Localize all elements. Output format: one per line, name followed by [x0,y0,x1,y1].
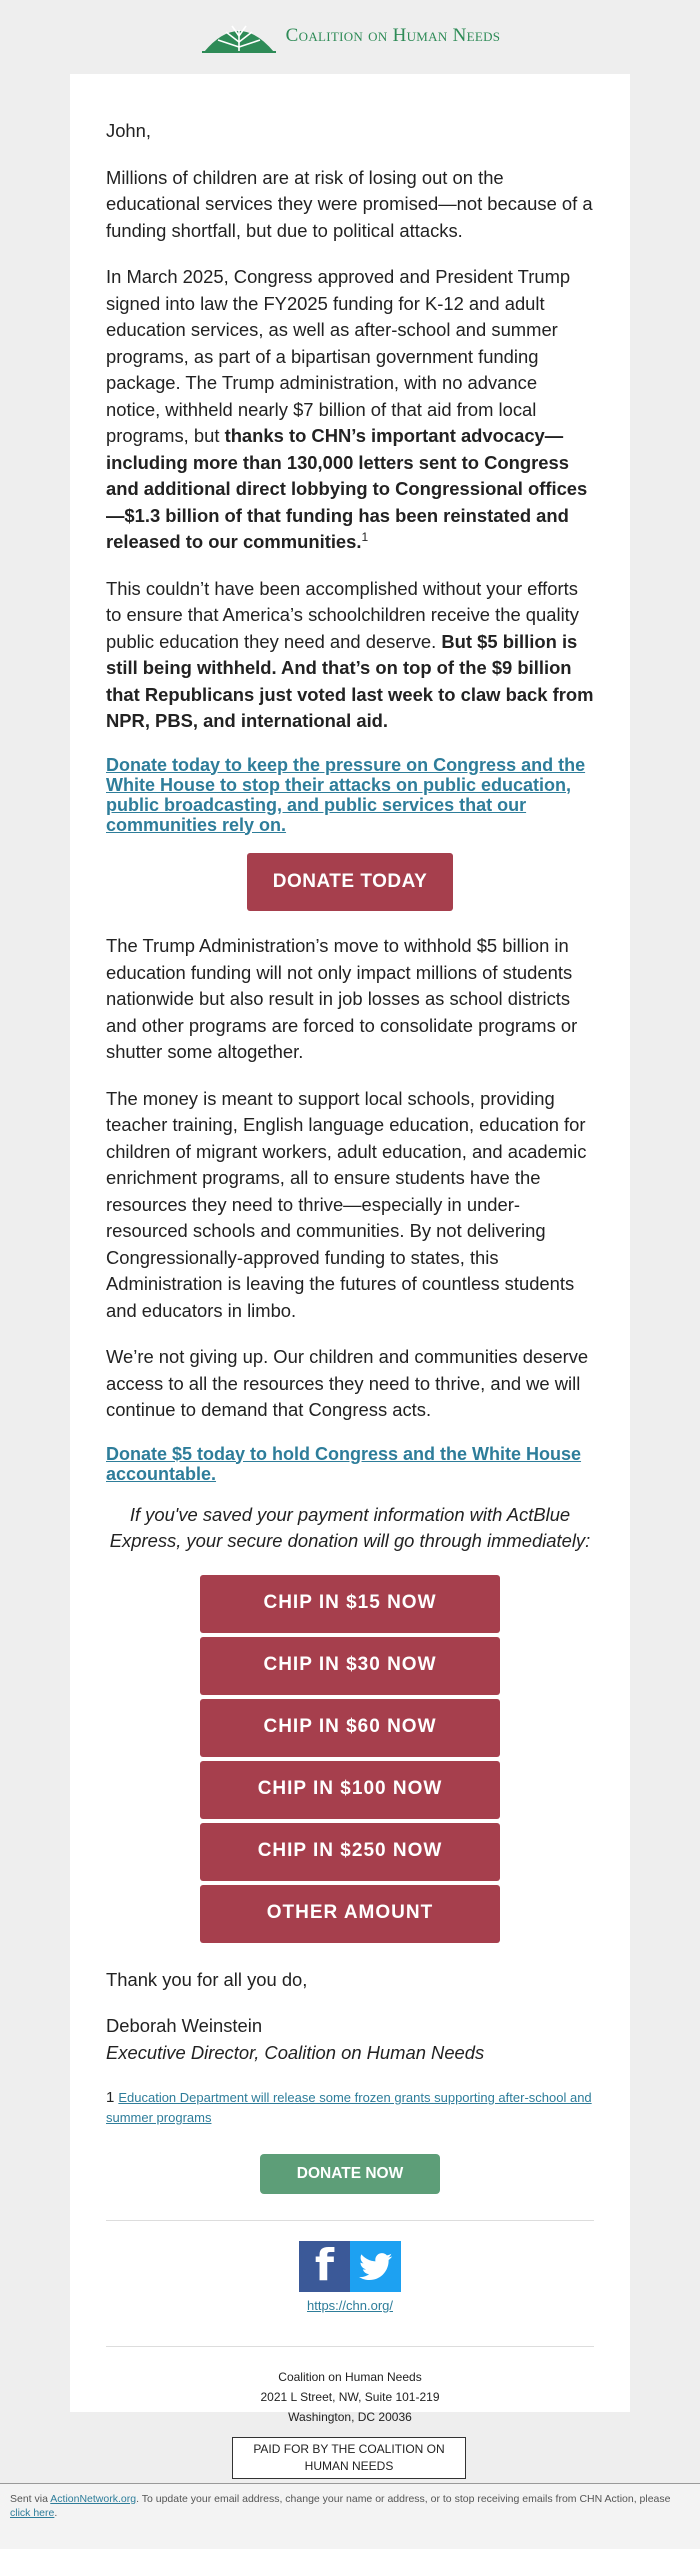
email-body [70,74,630,2427]
address-line-3: Washington, DC 20036 [288,2409,412,2424]
mailing-address [106,2367,594,2427]
greeting: John, [106,120,151,141]
chip-in-15-button[interactable]: CHIP IN $15 NOW [200,1575,500,1633]
tree-logo-icon [200,18,278,54]
donate-five-link[interactable]: Donate $5 today to hold Congress and the White House accountable. [106,1443,582,1484]
address-line-1: Coalition on Human Needs [278,2369,422,2384]
donate-today-button[interactable]: DONATE TODAY [247,853,454,912]
website-link[interactable]: https://chn.org/ [307,2298,393,2313]
paragraph-funding [106,264,594,556]
actblue-note: If you've saved your payment information with ActBlue Express, your secure donation will go through immediately: [109,1503,591,1551]
closing-line: Thank you for all you do, [106,1968,308,1990]
organization-name: Coalition on Human Needs [285,25,501,46]
paid-for-disclaimer: PAID FOR BY THE COALITION ON HUMAN NEEDS [232,2437,466,2479]
sent-via-bar [0,2483,700,2549]
paragraph-withheld [106,576,594,735]
chip-in-100-button[interactable]: CHIP IN $100 NOW [200,1761,500,1819]
email-header [0,0,700,72]
footnote-link[interactable]: Education Department will release some frozen grants supporting after-school and summer programs [106,2090,592,2125]
twitter-icon[interactable] [350,2241,401,2292]
paragraph-impact: The Trump Administration’s move to withhold $5 billion in education funding will not only impact millions of students nationwide but also result in job losses as school districts and other programs are forced to consolidate programs or shutter some altogether. [106,935,578,1062]
divider-bottom [106,2346,594,2347]
paragraph-funding-bold: thanks to CHN’s important advocacy—including more than 130,000 letters sent to Congress and additional direct lobbying to Congressional offices—$1.3 billion of that funding has been reinstated and released to our communities. [106,425,588,552]
footnote-number: 1 [106,2089,115,2106]
address-line-2: 2021 L Street, NW, Suite 101-219 [260,2389,440,2404]
signer-title: Executive Director, Coalition on Human Needs [106,2041,485,2063]
paragraph-intro: Millions of children are at risk of losing out on the educational services they were promised—not because of a funding shortfall, but due to political attacks. [106,166,593,241]
sent-via-middle: . To update your email address, change your name or address, or to stop receiving emails from CHN Action, please [136,2493,671,2505]
chip-in-60-button[interactable]: CHIP IN $60 NOW [200,1699,500,1757]
footnote [106,2088,594,2128]
actionnetwork-link[interactable]: ActionNetwork.org [50,2493,137,2505]
donate-now-button[interactable]: DONATE NOW [260,2154,440,2194]
footnote-reference: 1 [361,529,369,544]
email-card [70,74,630,2424]
sent-via-prefix: Sent via [10,2493,51,2505]
sent-via-suffix: . [54,2507,58,2519]
social-icons [106,2241,594,2292]
donate-today-wrap [106,853,594,912]
chip-in-250-button[interactable]: CHIP IN $250 NOW [200,1823,500,1881]
paragraph-withheld-text: This couldn’t have been accomplished without your efforts to ensure that America’s schoolchildren receive the quality public education they need and deserve. [106,577,579,652]
unsubscribe-link[interactable]: click here [10,2507,55,2519]
facebook-icon[interactable]: f [299,2241,350,2292]
paragraph-withheld-bold: But $5 billion is still being withheld. And that’s on top of the $9 billion that Republicans just voted last week to claw back from NPR, PBS, and international aid. [106,630,594,731]
other-amount-button[interactable]: OTHER AMOUNT [200,1885,500,1943]
paragraph-money: The money is meant to support local schools, providing teacher training, English language education, education for children of migrant workers, adult education, and academic enrichment programs, all to ensure students have the resources they need to thrive—especially in under-resourced schools and communities. By not delivering Congressionally-approved funding to states, this Administration is leaving the futures of countless students and educators in limbo. [106,1087,587,1321]
divider-top [106,2220,594,2221]
signer-name: Deborah Weinstein [106,2015,263,2036]
paragraph-funding-text: In March 2025, Congress approved and President Trump signed into law the FY2025 funding for K-12 and adult education services, as well as after-school and summer programs, as part of a bipartisan government funding package. The Trump administration, with no advance notice, withheld nearly $7 billion of that aid from local programs, but [106,266,571,446]
chip-in-buttons [106,1575,594,1943]
paragraph-not-giving-up: We’re not giving up. Our children and communities deserve access to all the resources they need to thrive, and we will continue to demand that Congress acts. [106,1346,589,1420]
donate-pressure-link[interactable]: Donate today to keep the pressure on Congress and the White House to stop their attacks on public education, public broadcasting, and public services that our communities rely on. [106,754,586,835]
chip-in-30-button[interactable]: CHIP IN $30 NOW [200,1637,500,1695]
